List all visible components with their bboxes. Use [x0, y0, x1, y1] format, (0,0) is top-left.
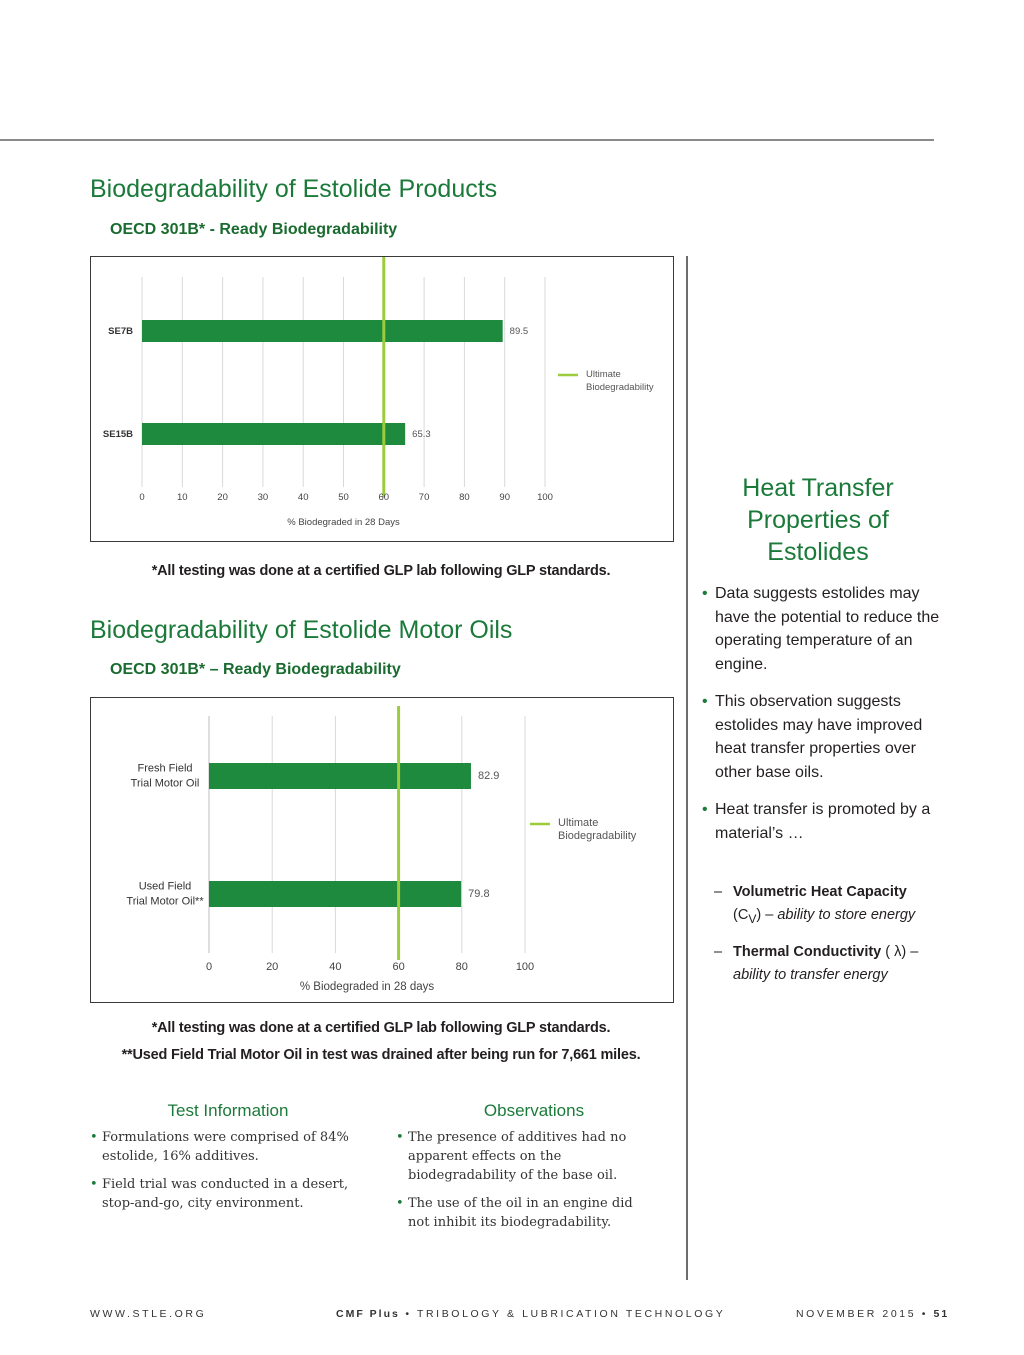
footer-center [336, 1308, 725, 1320]
footer-bullet: • [921, 1308, 928, 1320]
section1-note: *All testing was done at a certified GLP lab following GLP standards. [151, 563, 611, 579]
test-info-list [90, 1128, 366, 1222]
x-tick-label: 50 [338, 492, 349, 503]
legend-label: Biodegradability [586, 382, 654, 393]
category-label: SE15B [102, 429, 133, 440]
subitem-term: Volumetric Heat Capacity [733, 884, 907, 900]
section2-title: Biodegradability of Estolide Motor Oils [90, 616, 513, 644]
bar [142, 320, 503, 342]
top-rule [0, 139, 934, 141]
observation-item: • The use of the oil in an engine did not inhibit its biodegradability. [396, 1194, 656, 1232]
x-tick-label: 60 [378, 492, 390, 503]
bar [209, 763, 471, 789]
footer-website: WWW.STLE.ORG [90, 1308, 207, 1320]
x-tick-label: 20 [266, 961, 279, 973]
x-tick-label: 0 [139, 492, 145, 503]
x-tick-label: 80 [455, 961, 468, 973]
footer-bullet: • [405, 1308, 412, 1320]
subitem-sep: – [761, 907, 778, 923]
x-tick-label: 40 [329, 961, 342, 973]
subitem-desc: ability to transfer energy [733, 966, 888, 983]
sidebar-title-line: Properties of [747, 506, 889, 534]
footer-date-page [796, 1308, 949, 1320]
sidebar-title-line: Estolides [767, 538, 869, 566]
chart2-frame [90, 697, 674, 1003]
section1-title: Biodegradability of Estolide Products [90, 175, 498, 203]
x-tick-label: 10 [177, 492, 188, 503]
x-tick-label: 100 [537, 492, 553, 503]
footer-page-number: 51 [933, 1308, 950, 1320]
column-divider [686, 256, 688, 1280]
observations-list [396, 1128, 656, 1241]
test-info-item: • Field trial was conducted in a desert, stop-and-go, city environment. [90, 1175, 366, 1213]
chart1 [91, 257, 673, 541]
sidebar-subitems [714, 881, 944, 997]
bar-value-label: 65.3 [412, 429, 431, 440]
sidebar-bullet: • This observation suggests estolides may have improved heat transfer properties over other base oils. [702, 690, 942, 784]
section1-subtitle: OECD 301B* - Ready Biodegradability [110, 221, 398, 238]
sidebar-bullet: • Heat transfer is promoted by a material’s … [702, 798, 942, 845]
x-tick-label: 100 [515, 961, 535, 973]
x-tick-label: 70 [418, 492, 430, 503]
sidebar-bullet: • Data suggests estolides may have the potential to reduce the operating temperature of an engine. [702, 582, 942, 676]
footer-publication: TRIBOLOGY & LUBRICATION TECHNOLOGY [416, 1308, 726, 1320]
section2-note2: **Used Field Trial Motor Oil in test was drained after being run for 7,661 miles. [121, 1047, 641, 1063]
sidebar-subitem [714, 941, 944, 987]
x-axis-label: % Biodegraded in 28 Days [287, 517, 400, 528]
category-label: Trial Motor Oil** [126, 895, 204, 908]
sidebar-title-line: Heat Transfer [742, 474, 894, 502]
subitem-symbol-sub: V [748, 911, 757, 926]
category-label: Trial Motor Oil [130, 777, 200, 790]
bar-value-label: 79.8 [468, 888, 490, 900]
section2-note1: *All testing was done at a certified GLP lab following GLP standards. [151, 1020, 611, 1036]
section2-subtitle: OECD 301B* – Ready Biodegradability [110, 661, 401, 678]
dash: – [714, 884, 723, 900]
observation-item: • The presence of additives had no apparent effects on the biodegradability of the base oil. [396, 1128, 656, 1185]
footer-brand: CMF Plus [336, 1308, 400, 1320]
chart1-frame [90, 256, 674, 542]
subitem-sep: – [906, 943, 919, 960]
legend-label: Ultimate [558, 817, 599, 829]
chart2 [91, 698, 673, 1002]
bar [209, 881, 461, 907]
x-tick-label: 0 [205, 961, 213, 973]
category-label: Used Field [138, 880, 192, 893]
category-label: Fresh Field [137, 762, 193, 775]
bar [142, 423, 405, 445]
subitem-symbol: (C [733, 907, 749, 923]
subitem-desc: ability to store energy [777, 907, 916, 923]
dash: – [714, 943, 723, 960]
footer-date: NOVEMBER 2015 [796, 1308, 917, 1320]
bar-value-label: 82.9 [477, 770, 500, 782]
observations-heading: Observations [483, 1101, 585, 1120]
subitem-symbol: ( λ) [881, 943, 907, 960]
bar-value-label: 89.5 [509, 326, 529, 337]
x-tick-label: 40 [297, 492, 309, 503]
category-label: SE7B [108, 326, 133, 337]
sidebar-bullets [702, 582, 942, 859]
x-tick-label: 90 [499, 492, 510, 503]
sidebar-title [710, 472, 926, 568]
x-axis-label: % Biodegraded in 28 days [299, 981, 435, 993]
subitem-symbol-close: ) [756, 907, 762, 923]
x-tick-label: 20 [217, 492, 228, 503]
test-info-item: • Formulations were comprised of 84% estolide, 16% additives. [90, 1128, 366, 1166]
x-tick-label: 60 [392, 961, 405, 973]
sidebar-subitem [714, 881, 944, 931]
x-tick-label: 30 [257, 492, 269, 503]
x-tick-label: 80 [459, 492, 470, 503]
legend-label: Ultimate [586, 369, 621, 380]
test-info-heading: Test Information [167, 1101, 289, 1120]
subitem-term: Thermal Conductivity [733, 943, 882, 960]
legend-label: Biodegradability [558, 830, 637, 842]
